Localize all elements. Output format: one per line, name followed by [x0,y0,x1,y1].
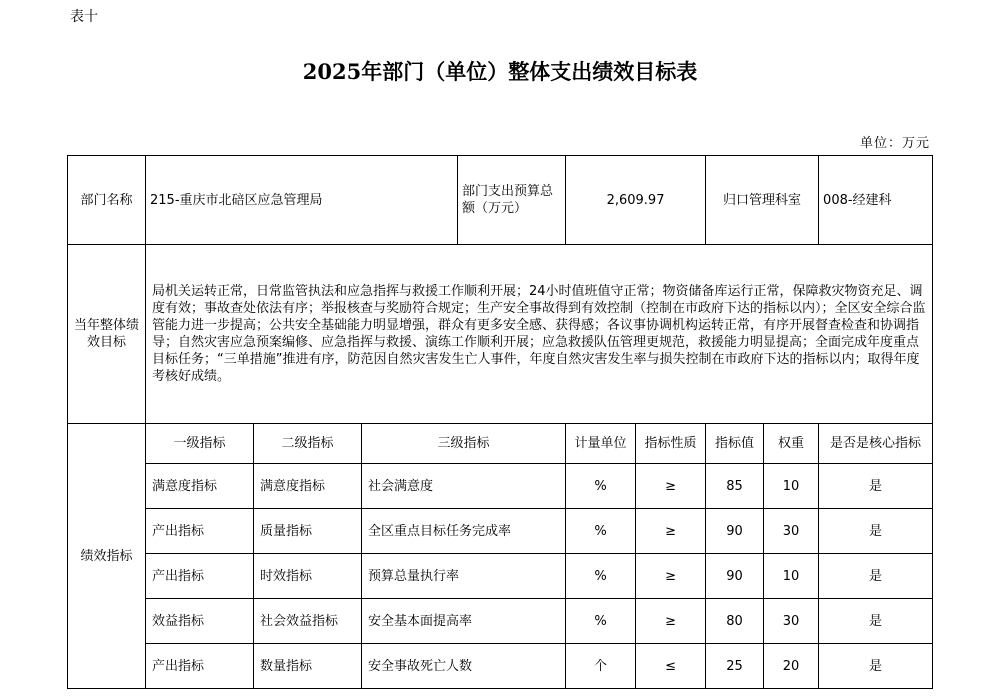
row-core: 是 [819,599,933,644]
header-core: 是否是核心指标 [819,424,933,464]
row-weight: 10 [764,464,819,509]
row-l1: 产出指标 [146,509,254,554]
header-value: 指标值 [706,424,764,464]
row-unit: 个 [566,644,636,689]
budget-value: 2,609.97 [566,156,706,245]
row-nature: ≥ [636,554,706,599]
table-number: 表十 [70,9,98,25]
header-l2: 二级指标 [254,424,362,464]
page-title: 2025年部门（单位）整体支出绩效目标表 [302,59,698,84]
row-l3: 预算总量执行率 [362,554,566,599]
row-l3: 安全事故死亡人数 [362,644,566,689]
row-l1: 满意度指标 [146,464,254,509]
header-weight: 权重 [764,424,819,464]
row-l3: 安全基本面提高率 [362,599,566,644]
row-nature: ≥ [636,599,706,644]
row-value: 80 [706,599,764,644]
row-weight: 10 [764,554,819,599]
row-l2: 时效指标 [254,554,362,599]
info-row [68,156,933,245]
goal-text: 局机关运转正常，日常监管执法和应急指挥与救援工作顺利开展；24小时值班值守正常；物资储备库运行正常，保障救灾物资充足、调度有效；事故查处依法有序；举报核查与奖励符合规定；生产安全事故得到有效控制（控制在市政府下达的指标以内）；全区安全综合监管能力进一步提高；公共安全基础能力明显增强，群众有更多安全感、获得感；各议事协调机构运转正常，有序开展督查检查和协调指导；自然灾害应急预案编修、应急指挥与救援、演练工作顺利开展；应急救援队伍管理更规范，救援能力明显提高；全面完成年度重点目标任务；“三单措施”推进有序，防范因自然灾害发生亡人事件，年度自然灾害发生率与损失控制在市政府下达的指标以内；取得年度考核好成绩。 [146,245,933,424]
row-l3: 社会满意度 [362,464,566,509]
row-unit: % [566,599,636,644]
budget-label: 部门支出预算总额（万元） [458,156,566,245]
office-label: 归口管理科室 [706,156,819,245]
row-value: 25 [706,644,764,689]
unit-label: 单位：万元 [859,136,930,151]
office-value: 008-经建科 [819,156,933,245]
row-l2: 社会效益指标 [254,599,362,644]
goal-label: 当年整体绩效目标 [68,245,146,424]
table-row [68,554,933,599]
row-value: 85 [706,464,764,509]
row-weight: 30 [764,599,819,644]
row-value: 90 [706,509,764,554]
row-nature: ≤ [636,644,706,689]
header-unit: 计量单位 [566,424,636,464]
table-row [68,599,933,644]
indicator-header-row [68,424,933,464]
table-row [68,464,933,509]
table-row [68,509,933,554]
row-l2: 数量指标 [254,644,362,689]
row-unit: % [566,509,636,554]
header-l1: 一级指标 [146,424,254,464]
row-weight: 30 [764,509,819,554]
table-row [68,644,933,689]
row-weight: 20 [764,644,819,689]
header-nature: 指标性质 [636,424,706,464]
row-value: 90 [706,554,764,599]
performance-table [67,155,933,689]
row-l1: 产出指标 [146,644,254,689]
row-l3: 全区重点目标任务完成率 [362,509,566,554]
indicators-label: 绩效指标 [68,424,146,689]
header-l3: 三级指标 [362,424,566,464]
row-unit: % [566,554,636,599]
row-core: 是 [819,644,933,689]
row-nature: ≥ [636,464,706,509]
row-l1: 产出指标 [146,554,254,599]
row-l1: 效益指标 [146,599,254,644]
dept-label: 部门名称 [68,156,146,245]
row-l2: 质量指标 [254,509,362,554]
row-core: 是 [819,554,933,599]
row-nature: ≥ [636,509,706,554]
row-l2: 满意度指标 [254,464,362,509]
dept-value: 215-重庆市北碚区应急管理局 [146,156,458,245]
row-unit: % [566,464,636,509]
goal-row [68,245,933,424]
row-core: 是 [819,509,933,554]
row-core: 是 [819,464,933,509]
